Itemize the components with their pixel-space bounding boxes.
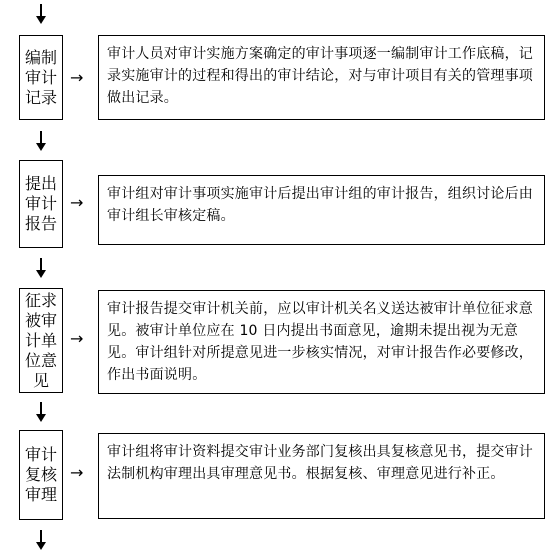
down-arrow-icon (36, 131, 46, 151)
step-description: 审计组对审计事项实施审计后提出审计组的审计报告，组织讨论后由审计组长审核定稿。 (107, 186, 533, 224)
step-description-box (98, 35, 545, 120)
step-description-box (98, 290, 545, 394)
right-arrow-icon: → (70, 329, 84, 348)
right-arrow-icon: → (70, 193, 84, 212)
step-label: 编制 审计 记录 (24, 47, 57, 107)
step-description-box (98, 175, 545, 245)
step-description: 审计人员对审计实施方案确定的审计事项逐一编制审计工作底稿，记录实施审计的过程和得出的审计结论，对与审计项目有关的管理事项做出记录。 (107, 46, 533, 106)
step-box-solicit-opinions (19, 288, 63, 393)
step-label: 征求 被审 计单 位意 见 (24, 290, 57, 390)
down-arrow-icon (36, 4, 46, 24)
down-arrow-icon (36, 258, 46, 278)
step-box-submit-report (19, 160, 63, 248)
down-arrow-icon (36, 530, 46, 550)
step-description: 审计组将审计资料提交审计业务部门复核出具复核意见书，提交审计法制机构审理出具审理意见书。根据复核、审理意见进行补正。 (107, 444, 533, 482)
step-description: 审计报告提交审计机关前，应以审计机关名义送达被审计单位征求意见。被审计单位应在 10 日内提出书面意见，逾期未提出视为无意见。审计组针对所提意见进一步核实情况，对审计报告作必要修改，作出书面说明。 (107, 301, 533, 383)
right-arrow-icon: → (70, 68, 84, 87)
right-arrow-icon: → (70, 463, 84, 482)
step-label: 提出 审计 报告 (24, 174, 57, 233)
step-description-box (98, 433, 545, 519)
down-arrow-icon (36, 402, 46, 422)
step-label: 审计 复核 审理 (24, 445, 57, 504)
step-box-review (19, 430, 63, 520)
step-box-compile-records (19, 35, 63, 120)
